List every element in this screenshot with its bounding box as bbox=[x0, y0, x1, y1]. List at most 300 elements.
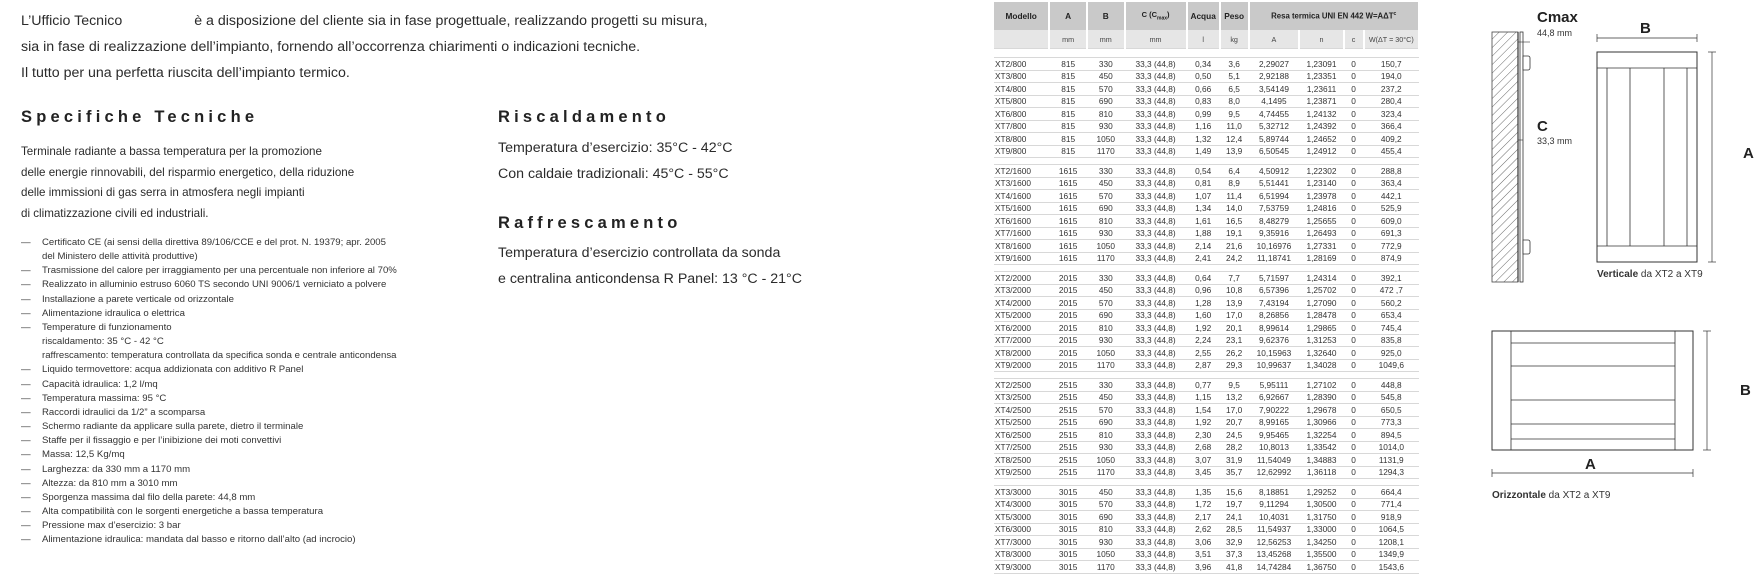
bullet-dash: — bbox=[21, 421, 31, 433]
table-cell: 3,06 bbox=[1187, 536, 1220, 549]
header-acqua: Acqua bbox=[1187, 2, 1220, 30]
table-cell: 450 bbox=[1087, 284, 1125, 297]
table-cell: 918,9 bbox=[1364, 511, 1419, 524]
spec-list-item bbox=[21, 307, 501, 321]
horizontal-view-diagram bbox=[1492, 331, 1711, 477]
table-cell: 33,3 (44,8) bbox=[1125, 133, 1187, 146]
table-cell: 6,4 bbox=[1220, 165, 1249, 178]
riscaldamento-text bbox=[498, 135, 733, 187]
table-header-row bbox=[994, 2, 1419, 30]
spec-list-text: Liquido termovettore: acqua addizionata con additivo R Panel bbox=[42, 364, 304, 376]
table-cell: 570 bbox=[1087, 404, 1125, 417]
table-cell: 609,0 bbox=[1364, 215, 1419, 228]
vertical-view-diagram bbox=[1597, 34, 1716, 262]
table-cell: 1,23871 bbox=[1299, 95, 1343, 108]
table-cell: 664,4 bbox=[1364, 486, 1419, 499]
table-cell: 1170 bbox=[1087, 252, 1125, 265]
table-cell: 33,3 (44,8) bbox=[1125, 561, 1187, 574]
table-cell: 1,34883 bbox=[1299, 454, 1343, 467]
table-cell: 0 bbox=[1344, 466, 1364, 479]
table-cell: 8,48279 bbox=[1249, 215, 1300, 228]
table-cell: XT4/2000 bbox=[994, 297, 1049, 310]
table-cell: 0 bbox=[1344, 272, 1364, 285]
table-cell: 0 bbox=[1344, 83, 1364, 96]
table-cell: 6,92667 bbox=[1249, 391, 1300, 404]
bullet-dash: — bbox=[21, 321, 31, 333]
table-cell: 280,4 bbox=[1364, 95, 1419, 108]
table-row bbox=[994, 548, 1419, 561]
raffrescamento-text bbox=[498, 240, 802, 292]
table-cell: 570 bbox=[1087, 297, 1125, 310]
riscaldamento-line: Temperatura d’esercizio: 35°C - 42°C bbox=[498, 140, 733, 156]
table-cell: 5,1 bbox=[1220, 70, 1249, 83]
table-row bbox=[994, 252, 1419, 265]
table-cell: 3015 bbox=[1049, 561, 1087, 574]
table-row bbox=[994, 120, 1419, 133]
table-cell: XT7/3000 bbox=[994, 536, 1049, 549]
table-row bbox=[994, 95, 1419, 108]
table-cell: 20,1 bbox=[1220, 322, 1249, 335]
intro-line-1b: è a disposizione del cliente sia in fase progettuale, realizzando progetti su misura, bbox=[194, 13, 708, 29]
table-cell: 8,26856 bbox=[1249, 309, 1300, 322]
spec-list-item bbox=[21, 434, 501, 448]
specifiche-line: di climatizzazione civili ed industriali. bbox=[21, 206, 209, 220]
unit-cell: mm bbox=[1125, 30, 1187, 49]
table-cell: 33,3 (44,8) bbox=[1125, 190, 1187, 203]
table-cell: 33,3 (44,8) bbox=[1125, 70, 1187, 83]
table-cell: 1,34028 bbox=[1299, 359, 1343, 372]
table-cell: 392,1 bbox=[1364, 272, 1419, 285]
bullet-dash: — bbox=[21, 406, 31, 418]
table-cell: 11,54049 bbox=[1249, 454, 1300, 467]
table-cell: XT9/3000 bbox=[994, 561, 1049, 574]
table-cell: 1,72 bbox=[1187, 498, 1220, 511]
table-cell: 1,28 bbox=[1187, 297, 1220, 310]
table-cell: 0 bbox=[1344, 441, 1364, 454]
table-cell: 1,33000 bbox=[1299, 523, 1343, 536]
table-cell: 545,8 bbox=[1364, 391, 1419, 404]
table-cell: 0 bbox=[1344, 297, 1364, 310]
table-cell: 8,18851 bbox=[1249, 486, 1300, 499]
table-cell: 3,51 bbox=[1187, 548, 1220, 561]
table-cell: 1615 bbox=[1049, 252, 1087, 265]
table-cell: XT7/2500 bbox=[994, 441, 1049, 454]
table-cell: 1170 bbox=[1087, 145, 1125, 158]
table-cell: 0 bbox=[1344, 284, 1364, 297]
table-cell: 1131,9 bbox=[1364, 454, 1419, 467]
table-cell: 1615 bbox=[1049, 227, 1087, 240]
dim-a-horizontal: A bbox=[1585, 456, 1596, 473]
table-cell: 3015 bbox=[1049, 498, 1087, 511]
bullet-dash: — bbox=[21, 279, 31, 291]
table-cell: 0 bbox=[1344, 347, 1364, 360]
spec-list-text: Certificato CE (ai sensi della direttiva 89/106/CCE e del prot. N. 19379; apr. 2005 bbox=[42, 237, 386, 248]
table-cell: 33,3 (44,8) bbox=[1125, 334, 1187, 347]
table-row bbox=[994, 70, 1419, 83]
table-cell: 771,4 bbox=[1364, 498, 1419, 511]
table-row bbox=[994, 523, 1419, 536]
table-cell: 0 bbox=[1344, 486, 1364, 499]
table-cell: 0,83 bbox=[1187, 95, 1220, 108]
riscaldamento-title: Riscaldamento bbox=[498, 108, 670, 126]
spec-list-item bbox=[21, 406, 501, 420]
panel-side bbox=[1520, 32, 1523, 282]
table-cell: 194,0 bbox=[1364, 70, 1419, 83]
spec-list-item bbox=[21, 392, 501, 406]
table-cell: 2015 bbox=[1049, 359, 1087, 372]
table-cell: 1170 bbox=[1087, 359, 1125, 372]
table-cell: 560,2 bbox=[1364, 297, 1419, 310]
table-cell: 2515 bbox=[1049, 404, 1087, 417]
table-cell: 1208,1 bbox=[1364, 536, 1419, 549]
vertical-caption: Verticale da XT2 a XT9 bbox=[1597, 269, 1703, 280]
table-cell: 2,55 bbox=[1187, 347, 1220, 360]
table-cell: 24,2 bbox=[1220, 252, 1249, 265]
table-cell: 17,0 bbox=[1220, 309, 1249, 322]
bullet-dash: — bbox=[21, 534, 31, 546]
table-row bbox=[994, 441, 1419, 454]
intro-text bbox=[21, 8, 921, 86]
table-cell: 1,36118 bbox=[1299, 466, 1343, 479]
table-cell: 33,3 (44,8) bbox=[1125, 58, 1187, 71]
table-cell: 1,34250 bbox=[1299, 536, 1343, 549]
table-cell: 810 bbox=[1087, 322, 1125, 335]
table-cell: 0,81 bbox=[1187, 177, 1220, 190]
table-cell: XT3/2000 bbox=[994, 284, 1049, 297]
spec-list-text: Staffe per il fissaggio e per l’inibizione dei moti convettivi bbox=[42, 435, 282, 447]
table-cell: 33,3 (44,8) bbox=[1125, 441, 1187, 454]
table-cell: 10,99637 bbox=[1249, 359, 1300, 372]
table-cell: 2,14 bbox=[1187, 240, 1220, 253]
table-cell: 810 bbox=[1087, 429, 1125, 442]
table-row bbox=[994, 272, 1419, 285]
table-cell: 690 bbox=[1087, 202, 1125, 215]
table-cell: 6,5 bbox=[1220, 83, 1249, 96]
table-cell: 0 bbox=[1344, 379, 1364, 392]
table-cell: 2515 bbox=[1049, 454, 1087, 467]
table-cell: 330 bbox=[1087, 272, 1125, 285]
table-cell: 0,34 bbox=[1187, 58, 1220, 71]
table-cell: 1,23351 bbox=[1299, 70, 1343, 83]
table-cell: 4,1495 bbox=[1249, 95, 1300, 108]
spec-list-item bbox=[21, 363, 501, 377]
table-cell: 28,2 bbox=[1220, 441, 1249, 454]
table-row bbox=[994, 202, 1419, 215]
table-cell: 33,3 (44,8) bbox=[1125, 145, 1187, 158]
table-cell: 1,24912 bbox=[1299, 145, 1343, 158]
table-cell: 0 bbox=[1344, 429, 1364, 442]
table-row bbox=[994, 108, 1419, 121]
table-cell: 1,23978 bbox=[1299, 190, 1343, 203]
table-cell: 1050 bbox=[1087, 548, 1125, 561]
table-row bbox=[994, 133, 1419, 146]
table-cell: 8,99165 bbox=[1249, 416, 1300, 429]
table-cell: XT8/3000 bbox=[994, 548, 1049, 561]
bullet-dash: — bbox=[21, 435, 31, 447]
table-cell: 33,3 (44,8) bbox=[1125, 108, 1187, 121]
table-cell: 33,3 (44,8) bbox=[1125, 511, 1187, 524]
table-cell: 1050 bbox=[1087, 240, 1125, 253]
table-cell: 810 bbox=[1087, 108, 1125, 121]
spec-list-text: Alimentazione idraulica o elettrica bbox=[42, 307, 185, 319]
spec-list-text: del Ministero delle attività produttive) bbox=[42, 251, 198, 263]
table-cell: XT9/2500 bbox=[994, 466, 1049, 479]
bullet-dash: — bbox=[21, 491, 31, 503]
bullet-dash: — bbox=[21, 477, 31, 489]
table-cell: 772,9 bbox=[1364, 240, 1419, 253]
table-cell: 0 bbox=[1344, 95, 1364, 108]
table-cell: 0,54 bbox=[1187, 165, 1220, 178]
table-cell: 13,9 bbox=[1220, 297, 1249, 310]
table-cell: 930 bbox=[1087, 536, 1125, 549]
group-separator bbox=[994, 49, 1419, 58]
table-cell: 9,95465 bbox=[1249, 429, 1300, 442]
table-cell: 31,9 bbox=[1220, 454, 1249, 467]
header-resa: Resa termica UNI EN 442 $W=A\Delta T^c$ bbox=[1249, 2, 1420, 30]
table-row bbox=[994, 486, 1419, 499]
table-cell: XT9/1600 bbox=[994, 252, 1049, 265]
specifiche-line: Terminale radiante a bassa temperatura per la promozione bbox=[21, 145, 322, 158]
table-cell: 23,1 bbox=[1220, 334, 1249, 347]
table-cell: 690 bbox=[1087, 309, 1125, 322]
table-row bbox=[994, 284, 1419, 297]
table-cell: 1170 bbox=[1087, 561, 1125, 574]
table-cell: 0,66 bbox=[1187, 83, 1220, 96]
table-cell: 11,0 bbox=[1220, 120, 1249, 133]
table-cell: 29,3 bbox=[1220, 359, 1249, 372]
table-cell: 2015 bbox=[1049, 309, 1087, 322]
spec-list-text: Temperatura massima: 95 °C bbox=[42, 392, 167, 404]
table-body bbox=[994, 49, 1419, 574]
spec-list-text: Trasmissione del calore per irraggiamento per una percentuale non inferiore al 70% bbox=[42, 265, 397, 277]
table-cell: 0 bbox=[1344, 523, 1364, 536]
table-cell: 7,53759 bbox=[1249, 202, 1300, 215]
intro-line-1 bbox=[21, 8, 921, 34]
table-cell: XT9/2000 bbox=[994, 359, 1049, 372]
table-cell: 2515 bbox=[1049, 429, 1087, 442]
table-row bbox=[994, 498, 1419, 511]
table-cell: 2015 bbox=[1049, 347, 1087, 360]
bracket-top bbox=[1523, 56, 1530, 70]
table-cell: 37,3 bbox=[1220, 548, 1249, 561]
unit-cell: c bbox=[1344, 30, 1364, 49]
table-cell: 930 bbox=[1087, 334, 1125, 347]
specifiche-list bbox=[21, 236, 501, 547]
table-cell: 1,25702 bbox=[1299, 284, 1343, 297]
table-cell: 0 bbox=[1344, 454, 1364, 467]
table-cell: 1,32640 bbox=[1299, 347, 1343, 360]
table-cell: XT5/800 bbox=[994, 95, 1049, 108]
table-cell: 2,29027 bbox=[1249, 58, 1300, 71]
table-cell: 570 bbox=[1087, 190, 1125, 203]
table-cell: 570 bbox=[1087, 83, 1125, 96]
spec-list-text: Pressione max d’esercizio: 3 bar bbox=[42, 520, 181, 532]
group-separator bbox=[994, 372, 1419, 379]
table-cell: 1,32254 bbox=[1299, 429, 1343, 442]
spec-list-item bbox=[21, 278, 501, 292]
table-cell: 1050 bbox=[1087, 454, 1125, 467]
table-cell: 33,3 (44,8) bbox=[1125, 309, 1187, 322]
table-cell: 1,33542 bbox=[1299, 441, 1343, 454]
bullet-dash: — bbox=[21, 505, 31, 517]
table-cell: 2,30 bbox=[1187, 429, 1220, 442]
table-cell: 455,4 bbox=[1364, 145, 1419, 158]
table-cell: 33,3 (44,8) bbox=[1125, 322, 1187, 335]
table-cell: 1064,5 bbox=[1364, 523, 1419, 536]
table-row bbox=[994, 511, 1419, 524]
table-cell: 9,62376 bbox=[1249, 334, 1300, 347]
dim-b-vertical: B bbox=[1640, 20, 1651, 37]
cmax-value: 44,8 mm bbox=[1537, 28, 1573, 38]
spec-list-item bbox=[21, 378, 501, 392]
table-cell: 1,23611 bbox=[1299, 83, 1343, 96]
spec-list-text: Capacità idraulica: 1,2 l/mq bbox=[42, 378, 158, 390]
table-cell: 1,35500 bbox=[1299, 548, 1343, 561]
panel-vertical bbox=[1597, 52, 1697, 262]
table-cell: 5,89744 bbox=[1249, 133, 1300, 146]
table-cell: 1,28390 bbox=[1299, 391, 1343, 404]
diagrams-svg bbox=[1480, 0, 1761, 568]
table-cell: 810 bbox=[1087, 215, 1125, 228]
table-cell: 11,18741 bbox=[1249, 252, 1300, 265]
table-cell: 1615 bbox=[1049, 190, 1087, 203]
table-cell: 1,24132 bbox=[1299, 108, 1343, 121]
table-cell: 815 bbox=[1049, 145, 1087, 158]
table-cell: 0 bbox=[1344, 215, 1364, 228]
table-cell: 1,49 bbox=[1187, 145, 1220, 158]
spec-list-item bbox=[21, 420, 501, 434]
table-row bbox=[994, 429, 1419, 442]
panel-horizontal bbox=[1492, 331, 1693, 450]
table-cell: 0,77 bbox=[1187, 379, 1220, 392]
table-cell: 3,6 bbox=[1220, 58, 1249, 71]
table-cell: 815 bbox=[1049, 108, 1087, 121]
table-cell: 20,7 bbox=[1220, 416, 1249, 429]
table-cell: 1,30966 bbox=[1299, 416, 1343, 429]
table-cell: 2015 bbox=[1049, 297, 1087, 310]
intro-line-3: Il tutto per una perfetta riuscita dell’impianto termico. bbox=[21, 65, 350, 81]
table-cell: 1,23091 bbox=[1299, 58, 1343, 71]
table-cell: 33,3 (44,8) bbox=[1125, 202, 1187, 215]
specifiche-line: delle energie rinnovabili, del risparmio energetico, della riduzione bbox=[21, 165, 355, 179]
table-cell: 815 bbox=[1049, 70, 1087, 83]
specifiche-line: delle immissioni di gas serra in atmosfera negli impianti bbox=[21, 186, 305, 199]
spec-list-text: Alta compatibilità con le sorgenti energetiche a bassa temperatura bbox=[42, 505, 324, 517]
table-cell: 1,24816 bbox=[1299, 202, 1343, 215]
table-cell: XT3/1600 bbox=[994, 177, 1049, 190]
table-cell: 1,26493 bbox=[1299, 227, 1343, 240]
table-cell: 33,3 (44,8) bbox=[1125, 536, 1187, 549]
table-cell: 1,31750 bbox=[1299, 511, 1343, 524]
table-cell: 815 bbox=[1049, 133, 1087, 146]
table-cell: 3015 bbox=[1049, 536, 1087, 549]
table-cell: 8,9 bbox=[1220, 177, 1249, 190]
table-cell: 14,74284 bbox=[1249, 561, 1300, 574]
table-cell: 2,41 bbox=[1187, 252, 1220, 265]
table-cell: 7,90222 bbox=[1249, 404, 1300, 417]
table-cell: 0 bbox=[1344, 359, 1364, 372]
table-cell: 2,92188 bbox=[1249, 70, 1300, 83]
table-cell: 0 bbox=[1344, 145, 1364, 158]
table-cell: 930 bbox=[1087, 227, 1125, 240]
table-cell: 894,5 bbox=[1364, 429, 1419, 442]
table-cell: 7,43194 bbox=[1249, 297, 1300, 310]
table-cell: XT4/800 bbox=[994, 83, 1049, 96]
spec-list-item bbox=[21, 293, 501, 307]
table-cell: 16,5 bbox=[1220, 215, 1249, 228]
table-cell: 1615 bbox=[1049, 240, 1087, 253]
horizontal-caption: Orizzontale da XT2 a XT9 bbox=[1492, 490, 1611, 501]
table-cell: 0 bbox=[1344, 334, 1364, 347]
spec-list-item bbox=[21, 491, 501, 505]
table-cell: 1,31253 bbox=[1299, 334, 1343, 347]
side-view-diagram bbox=[1492, 32, 1530, 282]
table-cell: 1,34 bbox=[1187, 202, 1220, 215]
table-cell: XT2/800 bbox=[994, 58, 1049, 71]
table-cell: 2015 bbox=[1049, 284, 1087, 297]
table-cell: 330 bbox=[1087, 379, 1125, 392]
table-cell: 13,45268 bbox=[1249, 548, 1300, 561]
raffrescamento-line: e centralina anticondensa R Panel: 13 °C - 21°C bbox=[498, 271, 802, 287]
table-cell: 35,7 bbox=[1220, 466, 1249, 479]
unit-cell: l bbox=[1187, 30, 1220, 49]
table-row bbox=[994, 215, 1419, 228]
table-cell: 11,4 bbox=[1220, 190, 1249, 203]
table-cell: 3,07 bbox=[1187, 454, 1220, 467]
table-cell: 810 bbox=[1087, 523, 1125, 536]
table-cell: 150,7 bbox=[1364, 58, 1419, 71]
table-cell: XT6/2500 bbox=[994, 429, 1049, 442]
table-cell: XT2/2000 bbox=[994, 272, 1049, 285]
header-b: B bbox=[1087, 2, 1125, 30]
unit-cell: mm bbox=[1087, 30, 1125, 49]
spec-list-item bbox=[21, 448, 501, 462]
table-row bbox=[994, 190, 1419, 203]
table-cell: 0,96 bbox=[1187, 284, 1220, 297]
wall-hatch bbox=[1492, 32, 1518, 282]
spec-list-text: Realizzato in alluminio estruso 6060 TS secondo UNI 9006/1 verniciato a polvere bbox=[42, 279, 387, 291]
bullet-dash: — bbox=[21, 463, 31, 475]
table-row bbox=[994, 391, 1419, 404]
spec-list-text: Alimentazione idraulica: mandata dal basso e ritorno dall’alto (ad incrocio) bbox=[42, 534, 356, 546]
table-cell: 33,3 (44,8) bbox=[1125, 240, 1187, 253]
table-cell: 0 bbox=[1344, 416, 1364, 429]
table-row bbox=[994, 309, 1419, 322]
table-cell: 288,8 bbox=[1364, 165, 1419, 178]
unit-cell bbox=[994, 30, 1049, 49]
table-cell: 1,35 bbox=[1187, 486, 1220, 499]
table-cell: 650,5 bbox=[1364, 404, 1419, 417]
raffrescamento-line: Temperatura d’esercizio controllata da sonda bbox=[498, 245, 781, 261]
table-cell: 0 bbox=[1344, 120, 1364, 133]
table-cell: XT2/2500 bbox=[994, 379, 1049, 392]
spec-list-text: raffrescamento: temperatura controllata da specifica sonda e centrale anticondensa bbox=[42, 350, 397, 362]
table-cell: 930 bbox=[1087, 441, 1125, 454]
cmax-label: Cmax bbox=[1537, 9, 1578, 26]
table-cell: 33,3 (44,8) bbox=[1125, 359, 1187, 372]
table-cell: 2,17 bbox=[1187, 511, 1220, 524]
table-cell: 653,4 bbox=[1364, 309, 1419, 322]
table-cell: XT7/800 bbox=[994, 120, 1049, 133]
table-cell: 33,3 (44,8) bbox=[1125, 120, 1187, 133]
table-row bbox=[994, 334, 1419, 347]
table-cell: 874,9 bbox=[1364, 252, 1419, 265]
specifiche-description bbox=[21, 142, 481, 224]
table-cell: 2,68 bbox=[1187, 441, 1220, 454]
table-cell: 330 bbox=[1087, 165, 1125, 178]
spec-list-text: riscaldamento: 35 °C - 42 °C bbox=[42, 336, 164, 348]
table-cell: 472 ,7 bbox=[1364, 284, 1419, 297]
